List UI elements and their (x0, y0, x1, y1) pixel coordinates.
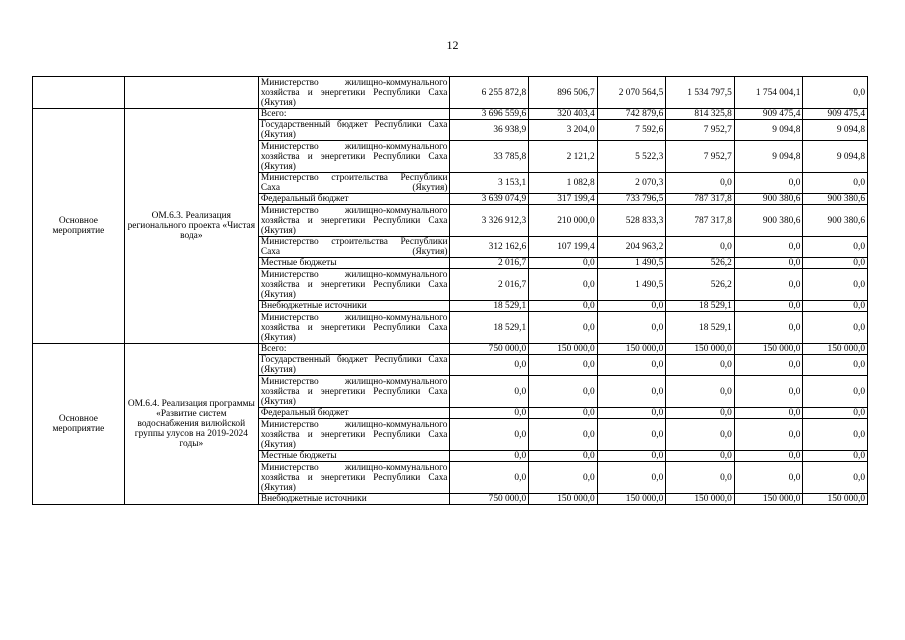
source-cell: Государственный бюджет Республики Саха (Якутия) (258, 355, 450, 376)
value-cell: 150 000,0 (597, 494, 666, 505)
value-cell: 0,0 (450, 408, 529, 419)
value-cell: 0,0 (529, 312, 598, 344)
value-cell: 0,0 (734, 237, 803, 258)
value-cell: 0,0 (734, 312, 803, 344)
value-cell: 7 952,7 (666, 120, 735, 141)
value-cell: 526,2 (666, 269, 735, 301)
value-cell: 150 000,0 (803, 344, 868, 355)
value-cell: 750 000,0 (450, 344, 529, 355)
activity-type-cell: Основное мероприятие (33, 344, 125, 505)
value-cell: 909 475,4 (803, 109, 868, 120)
value-cell: 0,0 (666, 237, 735, 258)
value-cell: 896 506,7 (529, 77, 598, 109)
value-cell: 2 121,2 (529, 141, 598, 173)
value-cell: 0,0 (597, 419, 666, 451)
source-cell: Местные бюджеты (258, 451, 450, 462)
value-cell: 3 696 559,6 (450, 109, 529, 120)
value-cell: 0,0 (666, 451, 735, 462)
value-cell: 7 592,6 (597, 120, 666, 141)
value-cell: 107 199,4 (529, 237, 598, 258)
value-cell: 0,0 (529, 419, 598, 451)
value-cell: 18 529,1 (666, 312, 735, 344)
value-cell: 1 754 004,1 (734, 77, 803, 109)
value-cell: 2 070 564,5 (597, 77, 666, 109)
value-cell: 150 000,0 (803, 494, 868, 505)
value-cell: 0,0 (597, 408, 666, 419)
value-cell: 0,0 (734, 376, 803, 408)
value-cell: 1 490,5 (597, 258, 666, 269)
value-cell: 9 094,8 (734, 120, 803, 141)
value-cell: 150 000,0 (529, 494, 598, 505)
value-cell: 0,0 (803, 173, 868, 194)
value-cell: 909 475,4 (734, 109, 803, 120)
source-cell: Министерство строительства Республики Саха (Якутия) (258, 173, 450, 194)
value-cell: 7 952,7 (666, 141, 735, 173)
value-cell: 2 016,7 (450, 269, 529, 301)
value-cell: 0,0 (666, 355, 735, 376)
source-cell: Внебюджетные источники (258, 301, 450, 312)
value-cell: 0,0 (529, 451, 598, 462)
value-cell: 0,0 (803, 258, 868, 269)
value-cell: 0,0 (529, 376, 598, 408)
source-cell: Министерство жилищно-коммунального хозяйства и энергетики Республики Саха (Якутия) (258, 462, 450, 494)
value-cell: 5 522,3 (597, 141, 666, 173)
value-cell: 150 000,0 (666, 344, 735, 355)
value-cell: 0,0 (529, 258, 598, 269)
value-cell: 787 317,8 (666, 194, 735, 205)
value-cell: 0,0 (734, 173, 803, 194)
table-row (33, 344, 868, 355)
value-cell: 150 000,0 (529, 344, 598, 355)
value-cell: 0,0 (734, 419, 803, 451)
value-cell: 0,0 (529, 462, 598, 494)
table-row (33, 77, 868, 109)
source-cell: Государственный бюджет Республики Саха (Якутия) (258, 120, 450, 141)
value-cell: 750 000,0 (450, 494, 529, 505)
value-cell: 1 534 797,5 (666, 77, 735, 109)
value-cell: 9 094,8 (803, 120, 868, 141)
value-cell: 0,0 (734, 258, 803, 269)
activity-type-cell: Основное мероприятие (33, 109, 125, 344)
value-cell: 0,0 (450, 451, 529, 462)
source-cell: Министерство строительства Республики Саха (Якутия) (258, 237, 450, 258)
value-cell: 3 326 912,3 (450, 205, 529, 237)
value-cell: 0,0 (666, 173, 735, 194)
value-cell: 0,0 (803, 269, 868, 301)
value-cell: 0,0 (529, 269, 598, 301)
value-cell: 0,0 (666, 462, 735, 494)
value-cell: 526,2 (666, 258, 735, 269)
value-cell: 0,0 (450, 355, 529, 376)
value-cell: 900 380,6 (734, 205, 803, 237)
value-cell: 1 082,8 (529, 173, 598, 194)
empty-cell (124, 77, 258, 109)
value-cell: 0,0 (450, 419, 529, 451)
source-cell: Федеральный бюджет (258, 408, 450, 419)
source-cell: Внебюджетные источники (258, 494, 450, 505)
value-cell: 204 963,2 (597, 237, 666, 258)
value-cell: 0,0 (803, 462, 868, 494)
value-cell: 0,0 (666, 376, 735, 408)
value-cell: 0,0 (803, 451, 868, 462)
value-cell: 0,0 (803, 237, 868, 258)
value-cell: 528 833,3 (597, 205, 666, 237)
value-cell: 0,0 (803, 301, 868, 312)
value-cell: 18 529,1 (450, 312, 529, 344)
value-cell: 3 153,1 (450, 173, 529, 194)
value-cell: 317 199,4 (529, 194, 598, 205)
value-cell: 0,0 (529, 301, 598, 312)
value-cell: 0,0 (450, 462, 529, 494)
source-cell: Министерство жилищно-коммунального хозяйства и энергетики Республики Саха (Якутия) (258, 419, 450, 451)
source-cell: Всего: (258, 344, 450, 355)
value-cell: 6 255 872,8 (450, 77, 529, 109)
value-cell: 742 879,6 (597, 109, 666, 120)
value-cell: 150 000,0 (734, 494, 803, 505)
value-cell: 0,0 (597, 301, 666, 312)
value-cell: 0,0 (734, 451, 803, 462)
value-cell: 0,0 (597, 355, 666, 376)
table-row (33, 109, 868, 120)
value-cell: 0,0 (734, 408, 803, 419)
value-cell: 150 000,0 (666, 494, 735, 505)
value-cell: 36 938,9 (450, 120, 529, 141)
activity-name-cell: ОМ.6.4. Реализация программы «Развитие систем водоснабжения вилюйской группы улусов на 2019-2024 годы» (124, 344, 258, 505)
source-cell: Министерство жилищно-коммунального хозяйства и энергетики Республики Саха (Якутия) (258, 77, 450, 109)
source-cell: Министерство жилищно-коммунального хозяйства и энергетики Республики Саха (Якутия) (258, 312, 450, 344)
source-cell: Министерство жилищно-коммунального хозяйства и энергетики Республики Саха (Якутия) (258, 376, 450, 408)
value-cell: 320 403,4 (529, 109, 598, 120)
source-cell: Всего: (258, 109, 450, 120)
value-cell: 33 785,8 (450, 141, 529, 173)
value-cell: 3 639 074,9 (450, 194, 529, 205)
value-cell: 18 529,1 (666, 301, 735, 312)
value-cell: 0,0 (734, 355, 803, 376)
value-cell: 733 796,5 (597, 194, 666, 205)
value-cell: 0,0 (734, 301, 803, 312)
value-cell: 2 070,3 (597, 173, 666, 194)
value-cell: 0,0 (597, 462, 666, 494)
source-cell: Местные бюджеты (258, 258, 450, 269)
value-cell: 900 380,6 (803, 205, 868, 237)
source-cell: Федеральный бюджет (258, 194, 450, 205)
page-number: 12 (446, 38, 459, 52)
value-cell: 0,0 (803, 419, 868, 451)
value-cell: 312 162,6 (450, 237, 529, 258)
value-cell: 0,0 (666, 408, 735, 419)
value-cell: 0,0 (734, 269, 803, 301)
value-cell: 150 000,0 (597, 344, 666, 355)
source-cell: Министерство жилищно-коммунального хозяйства и энергетики Республики Саха (Якутия) (258, 269, 450, 301)
value-cell: 9 094,8 (803, 141, 868, 173)
value-cell: 0,0 (803, 376, 868, 408)
value-cell: 900 380,6 (734, 194, 803, 205)
value-cell: 1 490,5 (597, 269, 666, 301)
value-cell: 0,0 (734, 462, 803, 494)
value-cell: 2 016,7 (450, 258, 529, 269)
source-cell: Министерство жилищно-коммунального хозяйства и энергетики Республики Саха (Якутия) (258, 205, 450, 237)
value-cell: 787 317,8 (666, 205, 735, 237)
value-cell: 0,0 (529, 408, 598, 419)
value-cell: 0,0 (597, 376, 666, 408)
value-cell: 0,0 (597, 312, 666, 344)
value-cell: 3 204,0 (529, 120, 598, 141)
value-cell: 0,0 (529, 355, 598, 376)
value-cell: 0,0 (803, 312, 868, 344)
empty-cell (33, 77, 125, 109)
value-cell: 0,0 (803, 355, 868, 376)
source-cell: Министерство жилищно-коммунального хозяйства и энергетики Республики Саха (Якутия) (258, 141, 450, 173)
value-cell: 900 380,6 (803, 194, 868, 205)
value-cell: 18 529,1 (450, 301, 529, 312)
value-cell: 150 000,0 (734, 344, 803, 355)
value-cell: 9 094,8 (734, 141, 803, 173)
value-cell: 210 000,0 (529, 205, 598, 237)
budget-table (32, 76, 868, 505)
activity-name-cell: ОМ.6.3. Реализация регионального проекта «Чистая вода» (124, 109, 258, 344)
value-cell: 0,0 (803, 77, 868, 109)
value-cell: 0,0 (666, 419, 735, 451)
value-cell: 814 325,8 (666, 109, 735, 120)
value-cell: 0,0 (803, 408, 868, 419)
value-cell: 0,0 (450, 376, 529, 408)
value-cell: 0,0 (597, 451, 666, 462)
